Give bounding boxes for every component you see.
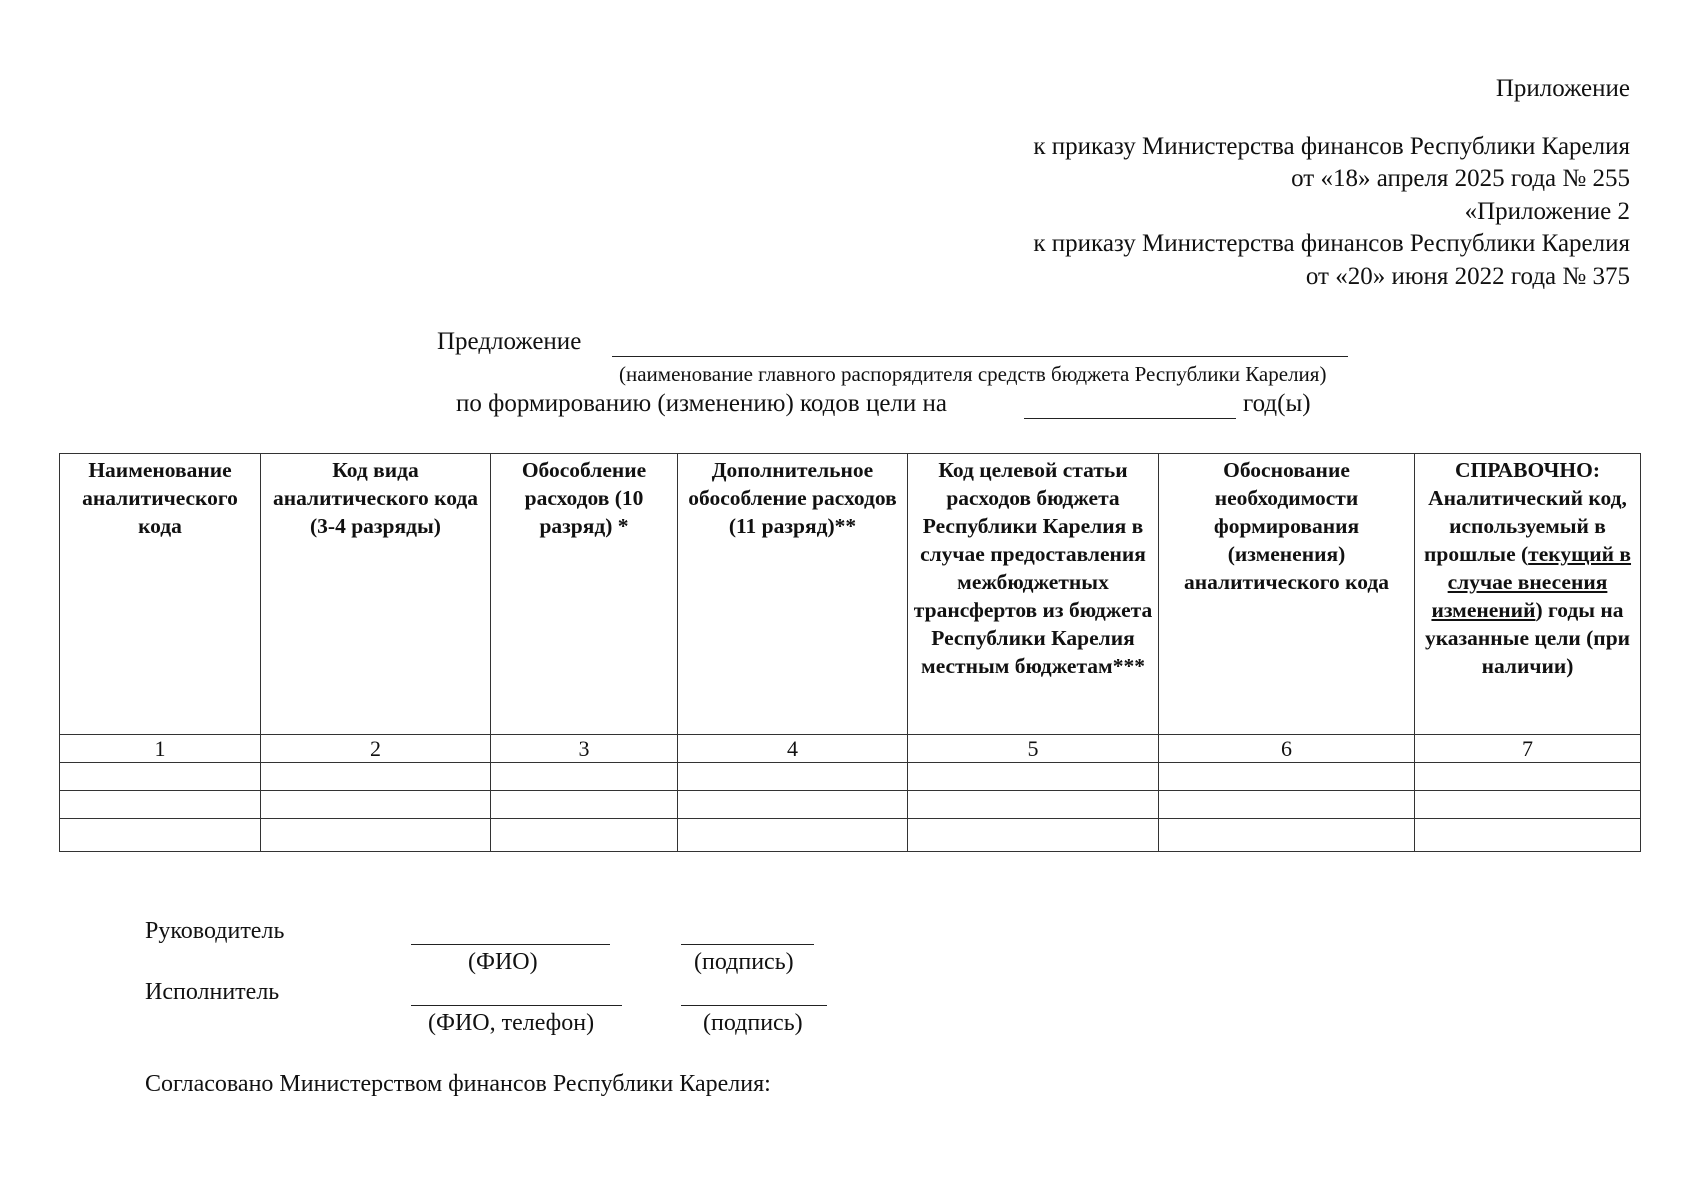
col-number-6: 6: [1159, 735, 1415, 763]
column-numbers-row: [60, 735, 1641, 763]
title-line2-suffix: год(ы): [1243, 390, 1311, 417]
header-line-4: к приказу Министерства финансов Республики Карелия: [1033, 230, 1630, 257]
col-header-7-part-a: СПРАВОЧНО: Аналитический код, используемый в прошлые (: [1423, 458, 1627, 566]
table-header-row: [60, 454, 1641, 735]
table-row: [60, 791, 1641, 819]
header-line-3: «Приложение 2: [1464, 198, 1630, 225]
table-row: [60, 763, 1641, 791]
table-cell: [908, 763, 1159, 791]
years-blank-line: [1024, 418, 1236, 419]
executor-fio-line: [411, 1005, 622, 1006]
table-cell: [491, 763, 678, 791]
col-header-1: Наименование аналитического кода: [60, 454, 261, 735]
table-cell: [491, 819, 678, 852]
table-cell: [908, 791, 1159, 819]
executor-sign-line: [681, 1005, 827, 1006]
head-fio-line: [411, 944, 610, 945]
col-header-6: Обоснование необходимости формирования (изменения) аналитического кода: [1159, 454, 1415, 735]
table-cell: [1159, 819, 1415, 852]
table-cell: [261, 791, 491, 819]
head-sign-line: [681, 944, 814, 945]
col-header-2: Код вида аналитического кода (3-4 разряды): [261, 454, 491, 735]
proposal-label: Предложение: [437, 328, 582, 355]
gr-name-blank-line: [612, 356, 1348, 357]
executor-sign-caption: (подпись): [703, 1010, 803, 1036]
table-cell: [678, 819, 908, 852]
title-line2-prefix: по формированию (изменению) кодов цели на: [456, 390, 948, 417]
head-fio-caption: (ФИО): [468, 949, 538, 975]
codes-table: [59, 453, 1641, 852]
header-line-5: от «20» июня 2022 года № 375: [1305, 263, 1630, 290]
appendix-label: Приложение: [1495, 75, 1630, 102]
col-number-2: 2: [261, 735, 491, 763]
table-row: [60, 819, 1641, 852]
table-cell: [1415, 763, 1641, 791]
table-cell: [261, 763, 491, 791]
col-number-1: 1: [60, 735, 261, 763]
table-cell: [1415, 791, 1641, 819]
agreed-statement: Согласовано Министерством финансов Республики Карелия:: [145, 1071, 771, 1097]
table-cell: [678, 763, 908, 791]
table-cell: [1159, 791, 1415, 819]
head-label: Руководитель: [145, 918, 285, 944]
col-number-3: 3: [491, 735, 678, 763]
executor-label: Исполнитель: [145, 979, 280, 1005]
col-header-5: Код целевой статьи расходов бюджета Республики Карелия в случае предоставления межбюджетных трансфертов из бюджета Республики Карелия местным бюджетам***: [908, 454, 1159, 735]
table-cell: [1159, 763, 1415, 791]
header-line-2: от «18» апреля 2025 года № 255: [1291, 165, 1630, 192]
col-number-7: 7: [1415, 735, 1641, 763]
table-cell: [60, 763, 261, 791]
col-header-7-part-b: текущий в случае внесения изменений: [1431, 542, 1632, 622]
table-cell: [1415, 819, 1641, 852]
col-number-4: 4: [678, 735, 908, 763]
table-cell: [491, 791, 678, 819]
table-cell: [60, 791, 261, 819]
col-number-5: 5: [908, 735, 1159, 763]
table-cell: [60, 819, 261, 852]
col-header-7-part-c: ) годы на указанные цели (при наличии): [1424, 598, 1631, 678]
executor-fio-caption: (ФИО, телефон): [428, 1010, 595, 1036]
col-header-4: Дополнительное обособление расходов (11 разряд)**: [678, 454, 908, 735]
table-cell: [261, 819, 491, 852]
header-line-1: к приказу Министерства финансов Республики Карелия: [1033, 133, 1630, 160]
table-cell: [908, 819, 1159, 852]
gr-name-caption: (наименование главного распорядителя средств бюджета Республики Карелия): [619, 362, 1327, 386]
table-cell: [678, 791, 908, 819]
col-header-7: [1415, 454, 1641, 735]
head-sign-caption: (подпись): [694, 949, 794, 975]
col-header-3: Обособление расходов (10 разряд) *: [491, 454, 678, 735]
